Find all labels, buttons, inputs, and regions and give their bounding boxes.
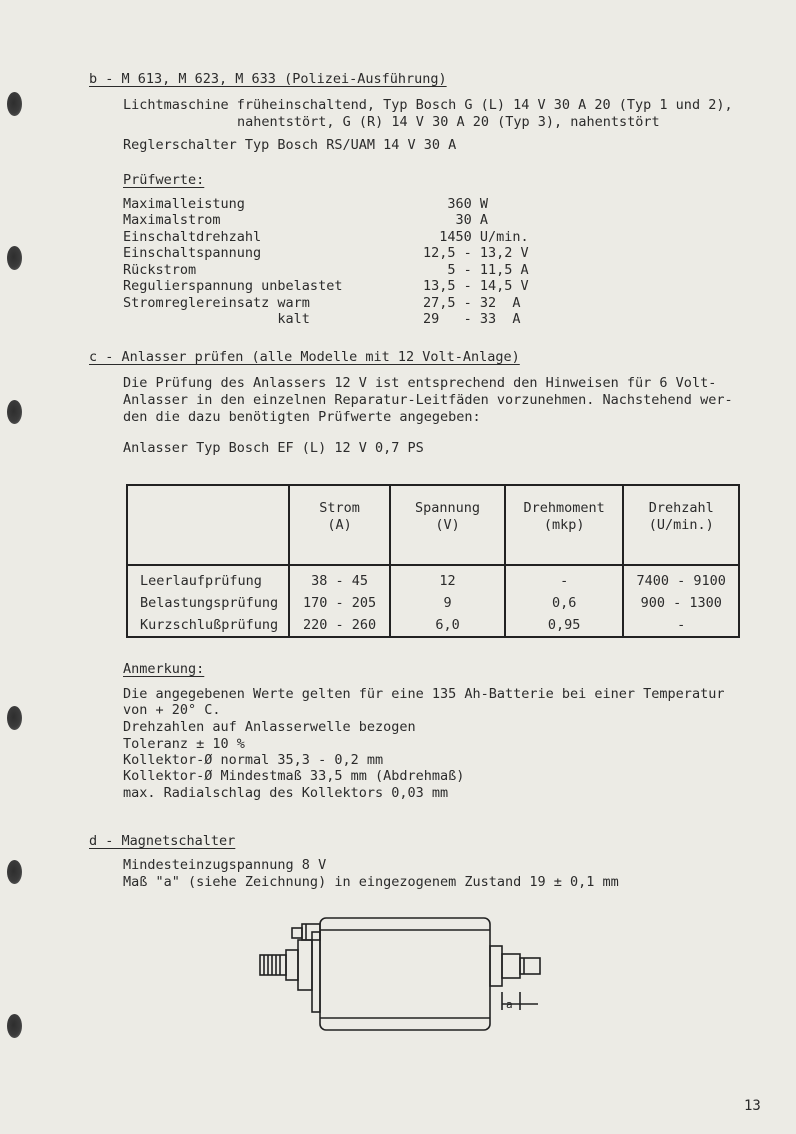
table-cell: 6,0: [390, 614, 505, 637]
section-b-line2: nahentstört, G (R) 14 V 30 A 20 (Typ 3), nahentstört: [237, 114, 660, 130]
table-header-empty: [127, 485, 289, 565]
table-row: [127, 614, 739, 637]
spec-row: [123, 295, 573, 311]
spec-row: [123, 229, 573, 245]
row-label: Leerlaufprüfung: [140, 573, 262, 589]
anmerkung-line: Drehzahlen auf Anlasserwelle bezogen: [123, 719, 416, 735]
header-unit: (U/min.): [648, 517, 714, 533]
section-c-para-line: den die dazu benötigten Prüfwerte angegeben:: [123, 409, 481, 425]
section-b-line1: Lichtmaschine früheinschaltend, Typ Bosch G (L) 14 V 30 A 20 (Typ 1 und 2),: [123, 97, 733, 113]
table-header-cell: [505, 485, 624, 565]
punch-hole: [7, 400, 22, 424]
spec-row: [123, 196, 573, 212]
spec-row: [123, 311, 573, 327]
anmerkung-line: Kollektor-Ø normal 35,3 - 0,2 mm: [123, 752, 384, 768]
punch-hole: [7, 246, 22, 270]
table-row: [127, 565, 739, 592]
section-c-para-line: Anlasser in den einzelnen Reparatur-Leitfäden vorzunehmen. Nachstehend wer-: [123, 392, 733, 408]
table-cell: 9: [390, 592, 505, 614]
anmerkung-heading: Anmerkung:: [123, 661, 205, 677]
section-c-heading: c - Anlasser prüfen (alle Modelle mit 12 Volt-Anlage): [89, 349, 520, 365]
section-d-line1: Mindesteinzugspannung 8 V: [123, 857, 327, 873]
header-name: Spannung: [415, 500, 481, 516]
header-unit: (V): [435, 517, 460, 533]
dimension-label-a: a: [506, 998, 513, 1011]
spec-label: Einschaltspannung: [123, 245, 262, 261]
spec-value: 29 - 33 A: [423, 311, 521, 327]
table-row: [127, 592, 739, 614]
spec-label: Einschaltdrehzahl: [123, 229, 262, 245]
table-cell: 220 - 260: [289, 614, 390, 637]
table-header-cell: [623, 485, 739, 565]
spec-label: kalt: [123, 311, 310, 327]
regler-line: Reglerschalter Typ Bosch RS/UAM 14 V 30 A: [123, 137, 457, 153]
table-cell: 12: [390, 565, 505, 592]
section-d-heading: d - Magnetschalter: [89, 833, 236, 849]
row-label: Kurzschlußprüfung: [140, 617, 279, 633]
section-b-heading: b - M 613, M 623, M 633 (Polizei-Ausführung): [89, 71, 447, 87]
page-number: 13: [744, 1098, 761, 1114]
anmerkung-line: Kollektor-Ø Mindestmaß 33,5 mm (Abdrehmaß): [123, 768, 465, 784]
pruefwerte-heading: Prüfwerte:: [123, 172, 205, 188]
section-d-line2: Maß "a" (siehe Zeichnung) in eingezogenem Zustand 19 ± 0,1 mm: [123, 874, 619, 890]
header-unit: (mkp): [543, 517, 585, 533]
header-unit: (A): [327, 517, 352, 533]
table-cell: 0,6: [505, 592, 624, 614]
spec-value: 30 A: [423, 212, 489, 228]
punch-hole: [7, 92, 22, 116]
section-c-para-line: Die Prüfung des Anlassers 12 V ist entsprechend den Hinweisen für 6 Volt-: [123, 375, 717, 391]
spec-value: 12,5 - 13,2 V: [423, 245, 529, 261]
table-cell: 38 - 45: [289, 565, 390, 592]
table-cell: 170 - 205: [289, 592, 390, 614]
punch-hole: [7, 1014, 22, 1038]
anmerkung-line: max. Radialschlag des Kollektors 0,03 mm: [123, 785, 449, 801]
table-cell: 900 - 1300: [623, 592, 739, 614]
row-label: Belastungsprüfung: [140, 595, 279, 611]
spec-row: [123, 245, 573, 261]
spec-label: Maximalleistung: [123, 196, 245, 212]
table-header-row: [127, 485, 739, 565]
spec-label: Rückstrom: [123, 262, 197, 278]
spec-value: 5 - 11,5 A: [423, 262, 529, 278]
spec-row: [123, 278, 573, 294]
anmerkung-line: von + 20° C.: [123, 702, 221, 718]
anmerkung-line: Toleranz ± 10 %: [123, 736, 245, 752]
spec-value: 13,5 - 14,5 V: [423, 278, 529, 294]
spec-value: 1450 U/min.: [423, 229, 529, 245]
spec-label: Regulierspannung unbelastet: [123, 278, 343, 294]
table-header-cell: [390, 485, 505, 565]
anlasser-pruefwerte-table: [126, 484, 740, 638]
spec-value: 27,5 - 32 A: [423, 295, 521, 311]
magnetschalter-drawing: [248, 910, 548, 1045]
punch-hole: [7, 706, 22, 730]
header-name: Strom: [319, 500, 360, 516]
anmerkung-line: Die angegebenen Werte gelten für eine 135 Ah-Batterie bei einer Temperatur: [123, 686, 725, 702]
anlasser-typ: Anlasser Typ Bosch EF (L) 12 V 0,7 PS: [123, 440, 424, 456]
table-cell: 7400 - 9100: [623, 565, 739, 592]
table-cell: 0,95: [505, 614, 624, 637]
spec-label: Stromreglereinsatz warm: [123, 295, 310, 311]
header-name: Drehmoment: [523, 500, 605, 516]
spec-value: 360 W: [423, 196, 489, 212]
table-header-cell: [289, 485, 390, 565]
table-cell: -: [623, 614, 739, 637]
spec-row: [123, 262, 573, 278]
spec-row: [123, 212, 573, 228]
header-name: Drehzahl: [648, 500, 714, 516]
table-cell: -: [505, 565, 624, 592]
spec-label: Maximalstrom: [123, 212, 221, 228]
punch-hole: [7, 860, 22, 884]
